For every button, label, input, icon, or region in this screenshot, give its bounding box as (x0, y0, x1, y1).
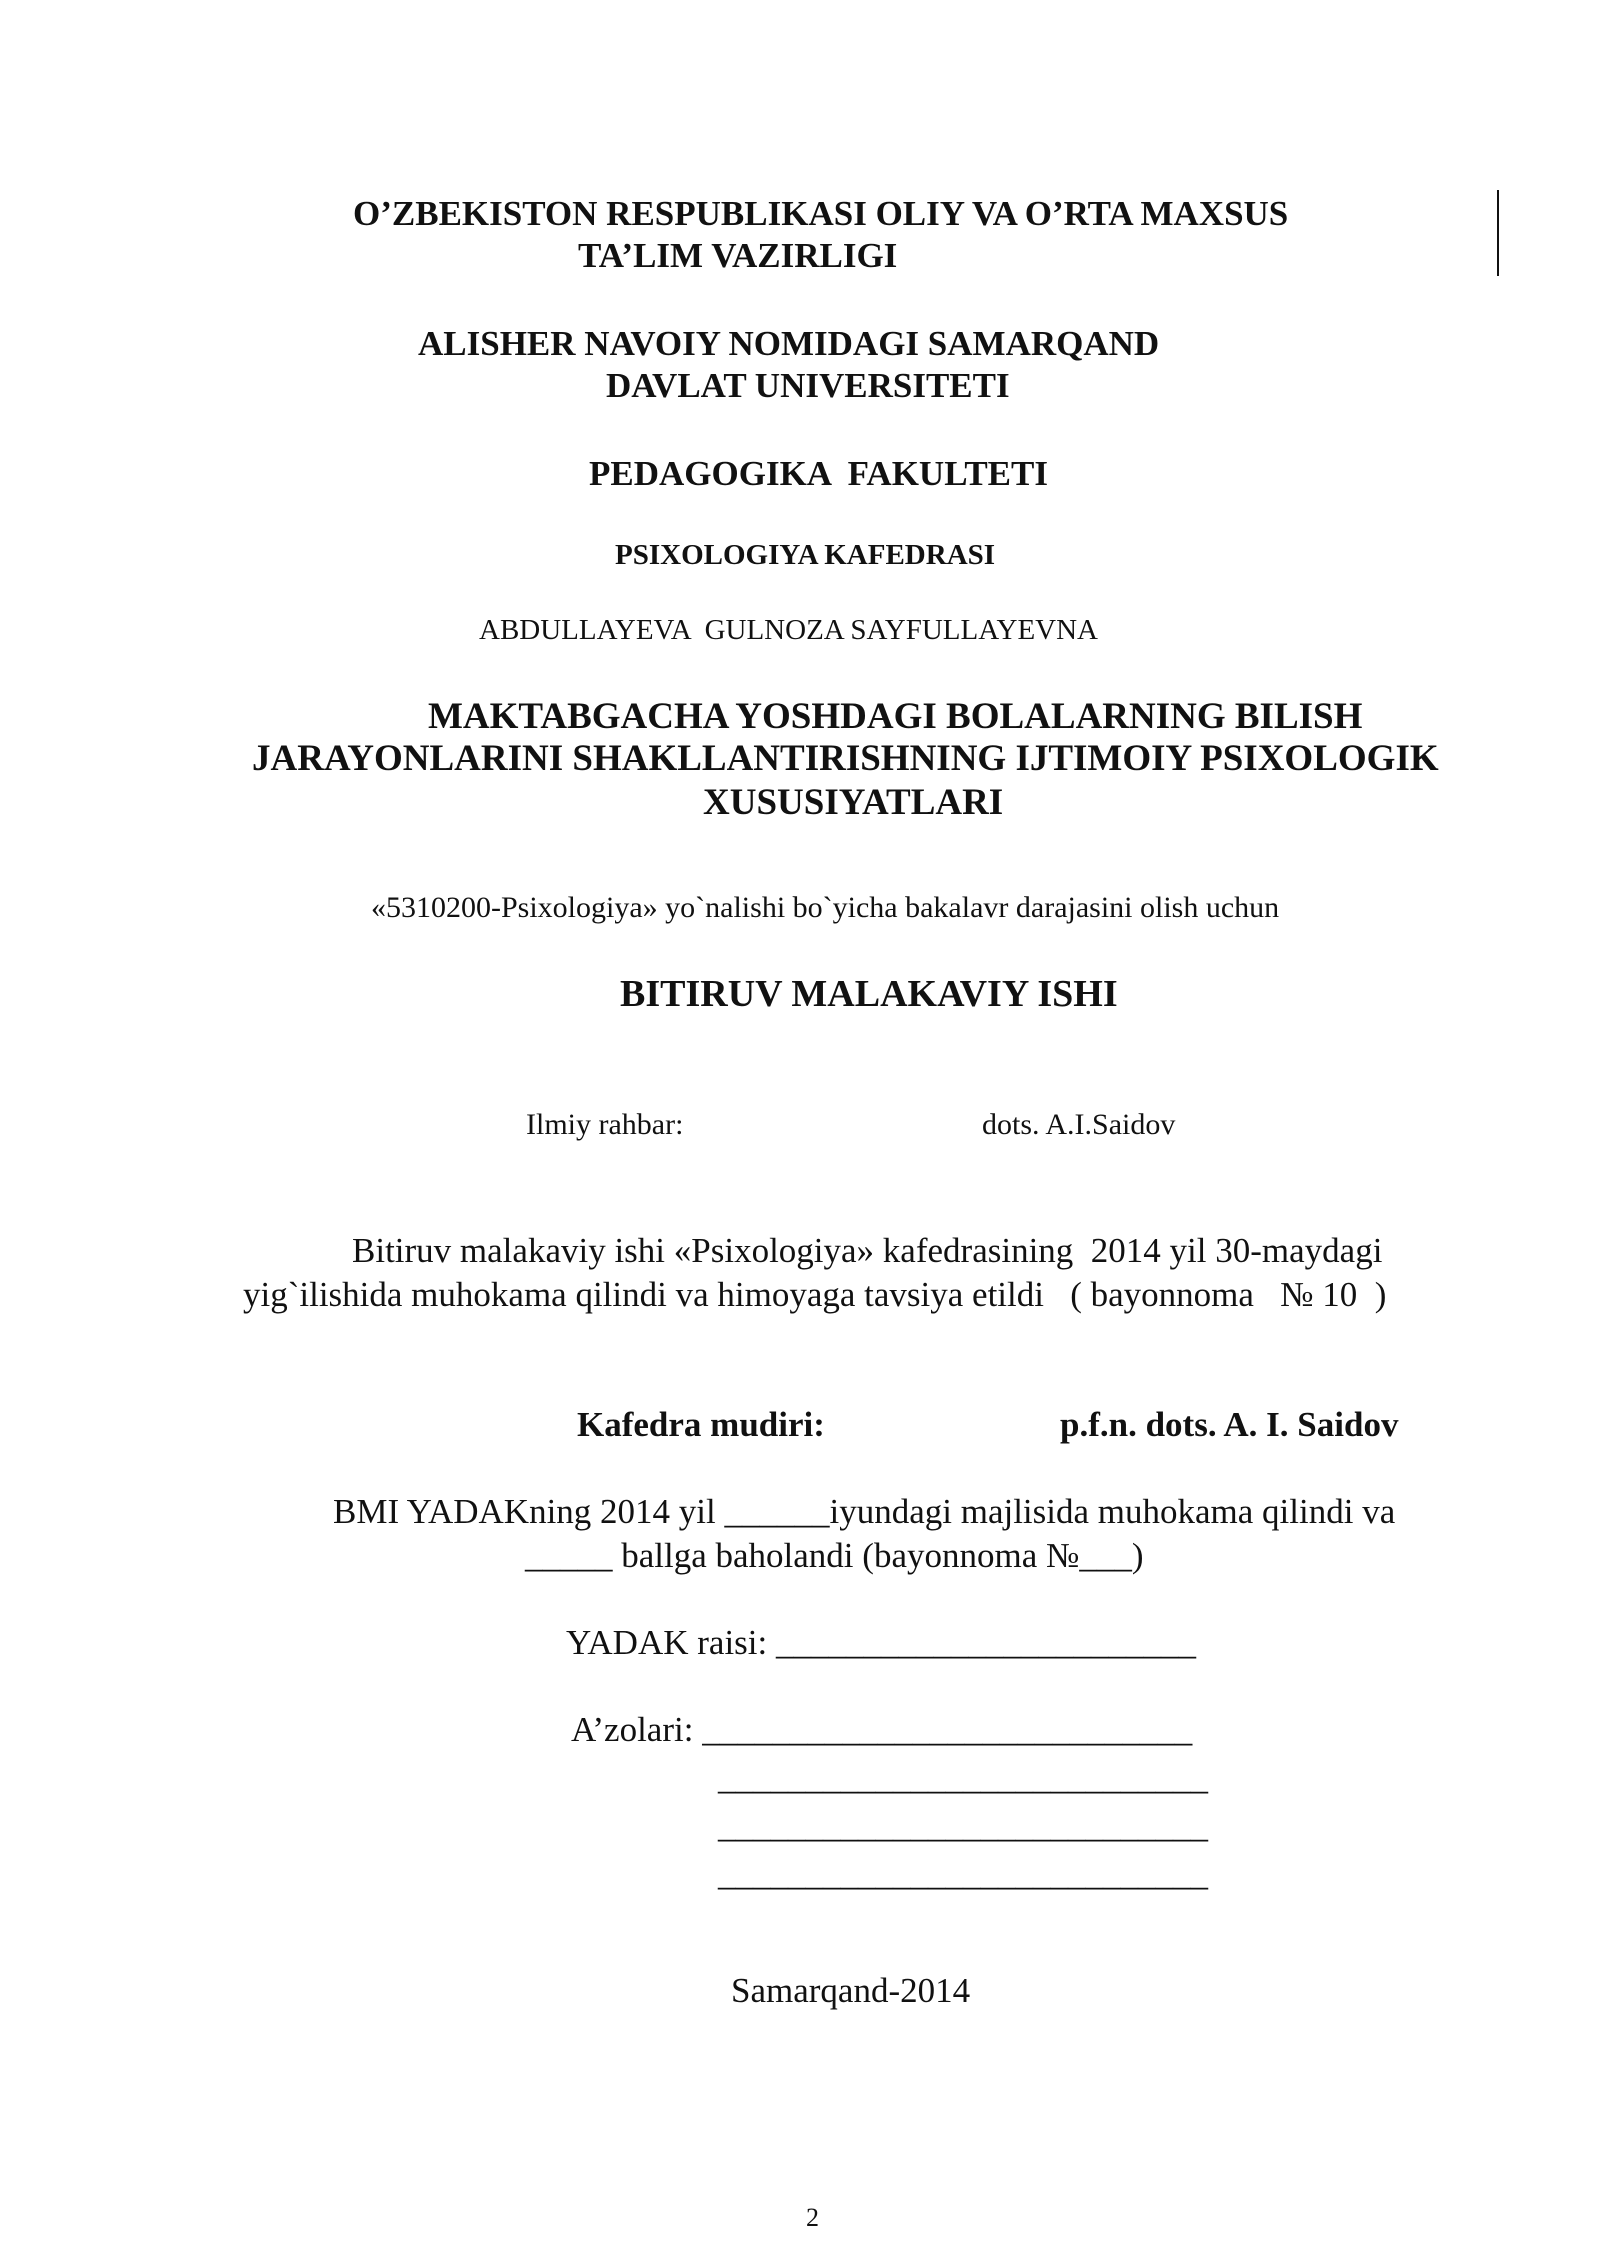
member-signature-line-4: ____________________________ (718, 1854, 1208, 1893)
supervisor-label: Ilmiy rahbar: (526, 1108, 684, 1141)
page-number: 2 (806, 2203, 819, 2232)
place-year: Samarqand-2014 (731, 1971, 971, 2010)
commission-line-1: BMI YADAKning 2014 yil ______iyundagi majlisida muhokama qilindi va (333, 1492, 1396, 1531)
approval-line-1: Bitiruv malakaviy ishi «Psixologiya» kafedrasining 2014 yil 30-maydagi (352, 1231, 1383, 1270)
thesis-title-line-3: XUSUSIYATLARI (703, 782, 1004, 823)
department-title: PSIXOLOGIYA KAFEDRASI (615, 539, 996, 571)
head-of-department-label: Kafedra mudiri: (577, 1405, 825, 1444)
faculty-title: PEDAGOGIKA FAKULTETI (589, 454, 1048, 493)
margin-mark (1497, 190, 1499, 276)
commission-chair: YADAK raisi: ________________________ (566, 1623, 1196, 1662)
thesis-title-line-1: MAKTABGACHA YOSHDAGI BOLALARNING BILISH (428, 696, 1363, 737)
university-line-2: DAVLAT UNIVERSITETI (606, 366, 1010, 405)
head-of-department-name: p.f.n. dots. A. I. Saidov (1060, 1405, 1399, 1444)
supervisor-name: dots. A.I.Saidov (982, 1108, 1176, 1141)
ministry-line-2: TA’LIM VAZIRLIGI (578, 236, 898, 275)
member-signature-line-2: ____________________________ (718, 1758, 1208, 1797)
thesis-title-line-2: JARAYONLARINI SHAKLLANTIRISHNING IJTIMOIY PSIXOLOGIK (252, 738, 1439, 779)
approval-line-2: yig`ilishida muhokama qilindi va himoyaga tavsiya etildi ( bayonnoma № 10 ) (243, 1275, 1387, 1314)
commission-members: A’zolari: ____________________________ (571, 1710, 1193, 1749)
work-type-title: BITIRUV MALAKAVIY ISHI (620, 973, 1118, 1015)
degree-note: «5310200-Psixologiya» yo`nalishi bo`yicha bakalavr darajasini olish uchun (371, 891, 1280, 924)
author-name: ABDULLAYEVA GULNOZA SAYFULLAYEVNA (479, 614, 1098, 646)
university-line-1: ALISHER NAVOIY NOMIDAGI SAMARQAND (418, 324, 1160, 363)
ministry-line-1: O’ZBEKISTON RESPUBLIKASI OLIY VA O’RTA MAXSUS (353, 194, 1289, 233)
commission-line-2: _____ ballga baholandi (bayonnoma №___) (525, 1536, 1144, 1575)
member-signature-line-3: ____________________________ (718, 1806, 1208, 1845)
